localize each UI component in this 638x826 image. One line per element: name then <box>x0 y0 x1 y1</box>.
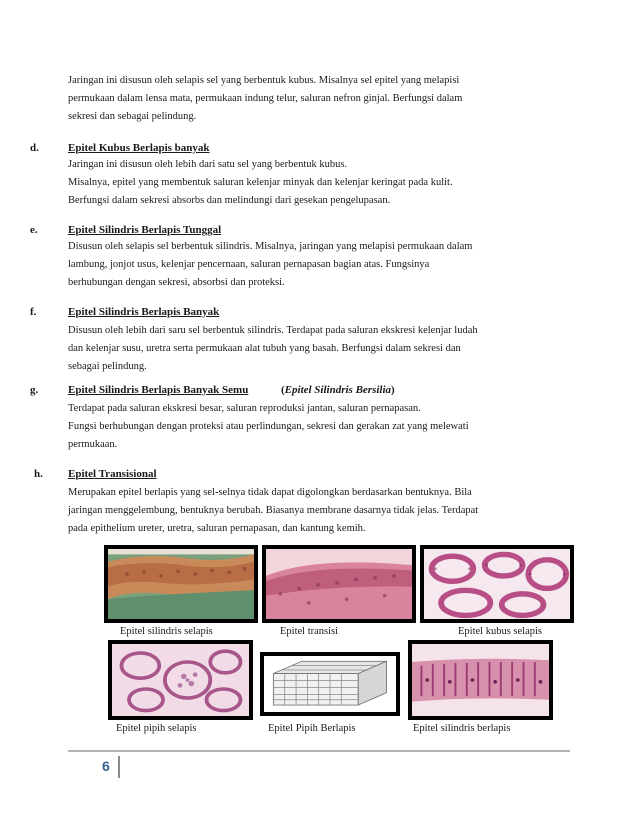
body-line: Disusun oleh lebih dari saru sel berbentuk silindris. Terdapat pada saluran ekskresi kelenjar ludah <box>68 325 478 336</box>
body-line: Misalnya, epitel yang membentuk saluran kelenjar minyak dan kelenjar keringat pada kulit. <box>68 177 453 188</box>
title-italic: Epitel Silindris Bersilia <box>284 384 392 396</box>
body-line: Terdapat pada saluran ekskresi besar, saluran reproduksi jantan, saluran pernapasan. <box>68 403 421 414</box>
section-body <box>68 238 562 292</box>
body-line: Fungsi berhubungan dengan proteksi atau perlindungan, sekresi dan gerakan zat yang melewati <box>68 421 469 432</box>
section-body <box>68 400 562 454</box>
epitel-transisi-image <box>262 545 416 623</box>
page-number: 6 <box>102 758 110 774</box>
intro-line: sekresi dan sebagai pelindung. <box>68 111 197 122</box>
body-line: Disusun oleh selapis sel berbentuk silindris. Misalnya, jaringan yang melapisi permukaan dalam <box>68 241 473 252</box>
body-line: pada epithelium ureter, uretra, saluran pernapasan, dan kantung kemih. <box>68 523 366 534</box>
caption-epitel-pipih-selapis: Epitel pipih selapis <box>116 723 197 734</box>
epitel-kubus-selapis-image <box>420 545 574 623</box>
footer-divider <box>68 750 570 752</box>
caption-epitel-pipih-berlapis: Epitel Pipih Berlapis <box>268 723 356 734</box>
caption-epitel-silindris-selapis: Epitel silindris selapis <box>120 626 213 637</box>
caption-epitel-silindris-berlapis: Epitel silindris berlapis <box>413 723 511 734</box>
body-line: sebagai pelindung. <box>68 361 147 372</box>
body-line: berhubungan dengan sekresi, absorbsi dan proteksi. <box>68 277 285 288</box>
caption-epitel-kubus-selapis: Epitel kubus selapis <box>458 626 542 637</box>
epitel-silindris-berlapis-image <box>408 640 553 720</box>
epitel-pipih-selapis-image <box>108 640 253 720</box>
intro-line: Jaringan ini disusun oleh selapis sel yang berbentuk kubus. Misalnya sel epitel yang melapisi <box>68 75 460 86</box>
body-line: Merupakan epitel berlapis yang sel-selnya tidak dapat digolongkan berdasarkan bentuknya. Bila <box>68 487 472 498</box>
body-line: lambung, jonjot usus, kelenjar pencernaan, saluran pernapasan bagian atas. Fungsinya <box>68 259 430 270</box>
epitel-pipih-berlapis-image <box>260 652 400 716</box>
title-suffix: ) <box>391 384 395 396</box>
intro-paragraph <box>68 72 562 126</box>
body-line: dan kelenjar susu, uretra serta permukaan alat tubuh yang basah. Berfungsi dalam sekresi dan <box>68 343 461 354</box>
caption-epitel-transisi: Epitel transisi <box>280 626 339 637</box>
body-line: permukaan. <box>68 439 118 450</box>
body-line: jaringan menggelembung, bentuknya berubah. Biasanya membrane dasarnya tidak jelas. Terdapat <box>68 505 479 516</box>
epitel-silindris-selapis-image <box>104 545 258 623</box>
intro-line: permukaan dalam lensa mata, permukaan indung telur, saluran nefron ginjal. Berfungsi dalam <box>68 93 463 104</box>
body-line: Jaringan ini disusun oleh lebih dari satu sel yang berbentuk kubus. <box>68 159 348 170</box>
section-body <box>68 484 562 538</box>
title-text: Epitel Silindris Berlapis Banyak Semu <box>68 384 249 396</box>
section-body <box>68 156 562 210</box>
page-number-divider <box>118 756 120 778</box>
section-body <box>68 322 562 376</box>
body-line: Berfungsi dalam sekresi absorbs dan melindungi dari gesekan pengelupasan. <box>68 195 391 206</box>
